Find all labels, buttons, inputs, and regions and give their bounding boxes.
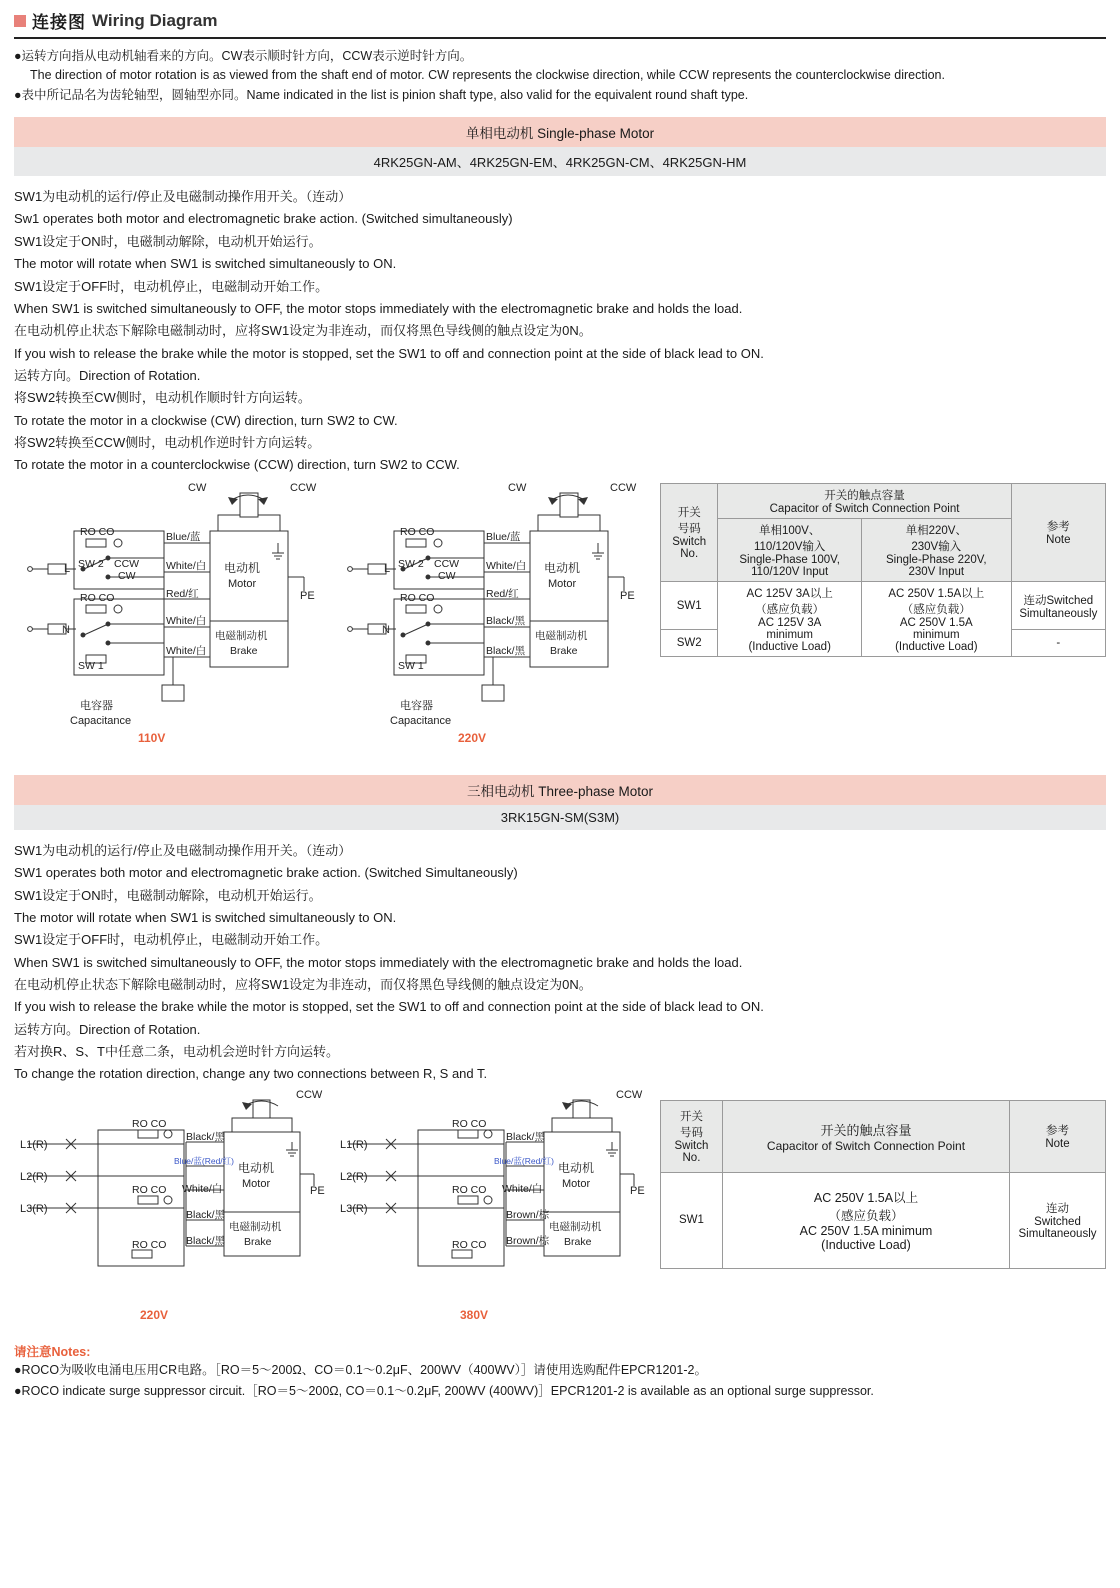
label-pe: PE (300, 589, 315, 602)
lead-white-2: White/白 (166, 614, 207, 627)
capacity-header-cn: 开关的触点容量 (824, 489, 905, 502)
capacity-header-en: Capacitor of Switch Connection Point (769, 502, 960, 515)
lead-black-2: Black/黑 (486, 644, 526, 657)
col-220v-l2: 230V输入 (911, 540, 962, 553)
title-divider (14, 37, 1106, 39)
terminal-L: L (64, 562, 71, 575)
lead-white-3: White/白 (166, 644, 207, 657)
s2-para-10: To change the rotation direction, change any two connections between R, S and T. (14, 1066, 488, 1082)
cap-label-cn-2: 电容器 (400, 699, 433, 712)
label-ccw-sw: CCW (114, 557, 140, 570)
label-cw-2: CW (508, 481, 527, 494)
label-sw2: SW 2 (78, 557, 104, 570)
cell3-capacity (722, 1172, 1009, 1268)
col-switch-no (661, 483, 718, 581)
lead4-brown-2: Brown/棕 (506, 1234, 550, 1247)
intro-notes (14, 47, 1106, 105)
col3-switch-cn2: 号码 (679, 1127, 703, 1140)
label-ccw-2: CCW (610, 481, 637, 494)
diagram-220v-single (334, 481, 674, 745)
sw1-220v-l4: minimum (912, 628, 960, 641)
terminal-N-2: N (382, 623, 390, 636)
sw1-220v-l5: (Inductive Load) (895, 640, 978, 653)
single-phase-diagrams (14, 481, 1106, 759)
diagram-380v (334, 1088, 674, 1322)
col3-note-cn: 参考 (1046, 1125, 1070, 1138)
col-note-header (1011, 483, 1105, 581)
label-ccw-sw-2: CCW (434, 557, 460, 570)
s1-para-6: 在电动机停止状态下解除电磁制动时，应将SW1设定为非连动，而仅将黑色导线侧的触点设定为0N。 (14, 323, 592, 339)
s2-para-5: When SW1 is switched simultaneously to OFF, the motor stops immediately with the electromagnetic brake and holds the load. (14, 954, 743, 970)
label-sw1: SW 1 (78, 659, 104, 672)
lead-blue-2: Blue/蓝 (486, 530, 521, 543)
label-roco-4: RO CO (400, 591, 435, 604)
label4-roco-2: RO CO (452, 1183, 487, 1196)
terminal-L2: L2(R) (20, 1170, 48, 1183)
page-title-en: Wiring Diagram (92, 10, 218, 30)
label-cw-sw-2: CW (438, 569, 456, 582)
col-100v-l1: 单相100V、 (759, 524, 821, 537)
sw1-220v-l3: AC 250V 1.5A (899, 616, 973, 629)
footer-note-en: ●ROCO indicate surge suppressor circuit.［RO＝5～200Ω, CO＝0.1～0.2μF, 200WV (400WV)］EPCR1201-2 is available as an optional surge suppressor. (14, 1384, 874, 1398)
cell3-sw1: SW1 (661, 1172, 723, 1268)
s2-para-1: SW1 operates both motor and electromagnetic brake action. (Switched Simultaneously) (14, 865, 518, 881)
three-phase-diagrams (14, 1088, 1106, 1332)
single-phase-models: 4RK25GN-AM、4RK25GN-EM、4RK25GN-CM、4RK25GN-HM (14, 147, 1106, 176)
single-phase-description (14, 186, 1106, 477)
page-title (14, 0, 1106, 33)
motor4-en: Motor (562, 1177, 591, 1190)
lead4-black-1: Black/黑 (506, 1130, 546, 1143)
voltage-label-220v-three: 220V (140, 1307, 169, 1322)
terminal-L1-2: L1(R) (340, 1138, 368, 1151)
cell3-cap-l2: （感应负载） (828, 1209, 904, 1224)
s2-para-6: 在电动机停止状态下解除电磁制动时，应将SW1设定为非连动，而仅将黑色导线侧的触点设定为0N。 (14, 976, 592, 992)
label-roco-2: RO CO (80, 591, 115, 604)
three-phase-section (14, 775, 1106, 830)
s1-para-8: 运转方向。Direction of Rotation. (14, 368, 201, 383)
cell3-note-l1: 连动 (1046, 1203, 1070, 1216)
s1-para-7: If you wish to release the brake while the motor is stopped, set the SW1 to off and connection point at the side of black lead to ON. (14, 345, 764, 361)
cell-sw2: SW2 (661, 630, 718, 656)
voltage-label-220v: 220V (458, 730, 487, 745)
brake4-cn: 电磁制动机 (549, 1220, 602, 1233)
single-phase-banner: 单相电动机 Single-phase Motor (14, 117, 1106, 147)
voltage-label-110v: 110V (138, 730, 166, 745)
brake3-en: Brake (244, 1235, 272, 1248)
s1-para-5: When SW1 is switched simultaneously to OFF, the motor stops immediately with the electromagnetic brake and holds the load. (14, 300, 743, 316)
table-row (661, 1172, 1106, 1268)
intro-note-0-en: The direction of motor rotation is as viewed from the shaft end of motor. CW represents the clockwise direction, while CCW represents the counterclockwise direction. (30, 68, 945, 83)
motor3-en: Motor (242, 1177, 271, 1190)
col3-capacity-en: Capacitor of Switch Connection Point (766, 1138, 966, 1153)
col-100v-l2: 110/120V输入 (753, 540, 826, 553)
col-switch-en2: No. (680, 548, 699, 561)
brake-label-cn: 电磁制动机 (215, 629, 268, 642)
lead3-black-2: Black/黑 (186, 1208, 226, 1221)
motor-label-en-2: Motor (548, 577, 577, 590)
three-phase-spec-table (660, 1100, 1106, 1269)
s2-para-4: SW1设定于OFF时，电动机停止，电磁制动开始工作。 (14, 932, 329, 948)
table-row (661, 483, 1106, 518)
terminal-L2-2: L2(R) (340, 1170, 368, 1183)
cap-label-en-2: Capacitance (390, 714, 452, 727)
sw1-220v-l2: （感应负载） (901, 603, 971, 616)
brake-label-en-2: Brake (550, 644, 578, 657)
lead4-white: White/白 (502, 1182, 543, 1195)
lead3-white: White/白 (182, 1182, 223, 1195)
label4-ccw: CCW (616, 1088, 643, 1101)
label-ccw: CCW (290, 481, 317, 494)
col-100v-l4: 110/120V Input (751, 565, 829, 578)
col-capacity-header (718, 483, 1011, 518)
cap-label-en: Capacitance (70, 714, 132, 727)
s2-para-3: The motor will rotate when SW1 is switched simultaneously to ON. (14, 909, 397, 925)
label3-pe: PE (310, 1184, 325, 1197)
cell-sw1-220v (861, 581, 1011, 656)
s2-para-9: 若对换R、S、T中任意二条，电动机会逆时针方向运转。 (14, 1044, 340, 1060)
s1-para-11: 将SW2转换至CCW侧时，电动机作逆时针方向运转。 (14, 435, 321, 451)
sw1-220v-l1: AC 250V 1.5A以上 (888, 587, 985, 600)
terminal-L3: L3(R) (20, 1202, 48, 1215)
label-cw: CW (188, 481, 207, 494)
lead-white-4: White/白 (486, 559, 527, 572)
s2-para-0: SW1为电动机的运行/停止及电磁制动操作用开关。（连动） (14, 842, 352, 858)
s1-para-3: The motor will rotate when SW1 is switched simultaneously to ON. (14, 256, 397, 272)
lead-red: Red/红 (166, 587, 199, 600)
label3-roco-3: RO CO (132, 1238, 167, 1251)
brake3-cn: 电磁制动机 (229, 1220, 282, 1233)
col3-switch-en1: Switch (674, 1140, 709, 1153)
footer-note-cn: ●ROCO为吸收电涌电压用CR电路。［RO＝5～200Ω、CO＝0.1～0.2μF、200WV（400WV）］请使用选购配件EPCR1201-2。 (14, 1362, 707, 1377)
s1-para-9: 将SW2转换至CW侧时，电动机作顺时针方向运转。 (14, 390, 311, 406)
table-row (661, 581, 1106, 630)
lead3-black-1: Black/黑 (186, 1130, 226, 1143)
label-sw1-2: SW 1 (398, 659, 424, 672)
label4-pe: PE (630, 1184, 645, 1197)
sw1-note-l1: 连动Switched (1023, 594, 1094, 607)
cell3-note (1010, 1172, 1106, 1268)
label3-roco-2: RO CO (132, 1183, 167, 1196)
col3-capacity-cn: 开关的触点容量 (820, 1122, 912, 1138)
col3-switch-cn1: 开关 (679, 1111, 703, 1124)
lead4-brown-1: Brown/棕 (506, 1208, 550, 1221)
s2-para-2: SW1设定于ON时，电磁制动解除，电动机开始运行。 (14, 887, 322, 903)
lead3-blue: Blue/蓝(Red/红) (174, 1155, 234, 1166)
s2-para-8: 运转方向。Direction of Rotation. (14, 1021, 201, 1037)
col-220v-l1: 单相220V、 (905, 524, 967, 537)
col-100v (718, 518, 862, 581)
footer-notes (14, 1342, 1106, 1403)
lead4-blue: Blue/蓝(Red/红) (494, 1155, 554, 1166)
single-phase-spec-table (660, 483, 1106, 657)
diagram-220v-three (14, 1088, 354, 1322)
three-phase-description (14, 840, 1106, 1086)
terminal-L-2: L (384, 562, 391, 575)
note-header-en: Note (1046, 534, 1071, 547)
page-title-cn: 连接图 (32, 13, 86, 32)
brake-label-en: Brake (230, 644, 258, 657)
intro-note-0-cn: ●运转方向指从电动机轴看来的方向。CW表示顺时针方向，CCW表示逆时针方向。 (14, 49, 473, 63)
brake-label-cn-2: 电磁制动机 (535, 629, 588, 642)
s1-para-2: SW1设定于ON时，电磁制动解除，电动机开始运行。 (14, 233, 322, 249)
sw1-100v-l1: AC 125V 3A以上 (746, 587, 833, 600)
sw1-100v-l4: minimum (766, 628, 813, 641)
label-roco-1: RO CO (80, 525, 115, 538)
s1-para-12: To rotate the motor in a counterclockwise (CCW) direction, turn SW2 to CCW. (14, 457, 460, 473)
lead-blue: Blue/蓝 (166, 530, 201, 543)
motor-label-en: Motor (228, 577, 257, 590)
sw1-100v-l2: （感应负载） (755, 603, 825, 616)
label3-ccw: CCW (296, 1088, 323, 1101)
col-220v (861, 518, 1011, 581)
single-phase-section (14, 117, 1106, 176)
voltage-label-380v: 380V (460, 1307, 489, 1322)
sw1-100v-l5: (Inductive Load) (748, 640, 831, 653)
s1-para-1: Sw1 operates both motor and electromagnetic brake action. (Switched simultaneously) (14, 211, 513, 227)
label4-roco-1: RO CO (452, 1117, 487, 1130)
cell3-note-l2: Switched (1034, 1216, 1081, 1229)
label-cw-sw: CW (118, 569, 136, 582)
col3-switch-no (661, 1100, 723, 1172)
lead-red-2: Red/红 (486, 587, 519, 600)
lead3-black-3: Black/黑 (186, 1234, 226, 1247)
motor-label-cn: 电动机 (224, 560, 261, 575)
cell3-cap-l4: (Inductive Load) (821, 1238, 911, 1253)
label-roco-3: RO CO (400, 525, 435, 538)
col-switch-en1: Switch (672, 536, 707, 549)
footer-notes-heading: 请注意Notes: (14, 1344, 91, 1359)
motor3-cn: 电动机 (238, 1160, 275, 1175)
col-switch-cn2: 号码 (677, 523, 701, 536)
table-row (661, 1100, 1106, 1172)
col-100v-l3: Single-Phase 100V, (739, 553, 840, 566)
col3-note-en: Note (1045, 1138, 1070, 1151)
col-switch-cn1: 开关 (677, 507, 701, 520)
col-220v-l3: Single-Phase 220V, (885, 553, 987, 566)
three-phase-models: 3RK15GN-SM(S3M) (14, 805, 1106, 830)
cell3-cap-l1: AC 250V 1.5A以上 (813, 1191, 919, 1206)
terminal-L3-2: L3(R) (340, 1202, 368, 1215)
motor-label-cn-2: 电动机 (544, 560, 581, 575)
col-220v-l4: 230V Input (908, 565, 965, 578)
note-header-cn: 参考 (1046, 521, 1070, 534)
label3-roco-1: RO CO (132, 1117, 167, 1130)
col3-capacity-header (722, 1100, 1009, 1172)
lead-black-1: Black/黑 (486, 614, 526, 627)
cell-sw1-note (1011, 581, 1105, 630)
cell-sw1-100v (718, 581, 862, 656)
s1-para-0: SW1为电动机的运行/停止及电磁制动操作用开关。（连动） (14, 189, 352, 205)
s2-para-7: If you wish to release the brake while the motor is stopped, set the SW1 to off and connection point at the side of black lead to ON. (14, 999, 764, 1015)
s1-para-4: SW1设定于OFF时，电动机停止，电磁制动开始工作。 (14, 278, 329, 294)
cell3-note-l3: Simultaneously (1018, 1228, 1097, 1241)
sw1-100v-l3: AC 125V 3A (758, 616, 822, 629)
cell-sw1: SW1 (661, 581, 718, 630)
title-marker-icon (14, 15, 26, 27)
cap-label-cn: 电容器 (80, 699, 113, 712)
label-sw2-2: SW 2 (398, 557, 424, 570)
label4-roco-3: RO CO (452, 1238, 487, 1251)
sw1-note-l2: Simultaneously (1019, 607, 1098, 620)
motor4-cn: 电动机 (558, 1160, 595, 1175)
terminal-L1: L1(R) (20, 1138, 48, 1151)
cell-sw2-note: - (1011, 630, 1105, 656)
label-pe-2: PE (620, 589, 635, 602)
lead-white-1: White/白 (166, 559, 207, 572)
diagram-110v (14, 481, 354, 745)
three-phase-banner: 三相电动机 Three-phase Motor (14, 775, 1106, 805)
col3-switch-en2: No. (682, 1152, 701, 1165)
col3-note-header (1010, 1100, 1106, 1172)
cell3-cap-l3: AC 250V 1.5A minimum (799, 1224, 933, 1239)
intro-note-1-cn: ●表中所记品名为齿轮轴型，圆轴型亦同。Name indicated in the list is pinion shaft type, also valid for the equivalent round shaft type. (14, 87, 749, 102)
brake4-en: Brake (564, 1235, 592, 1248)
terminal-N: N (62, 623, 70, 636)
s1-para-10: To rotate the motor in a clockwise (CW) direction, turn SW2 to CW. (14, 412, 398, 428)
